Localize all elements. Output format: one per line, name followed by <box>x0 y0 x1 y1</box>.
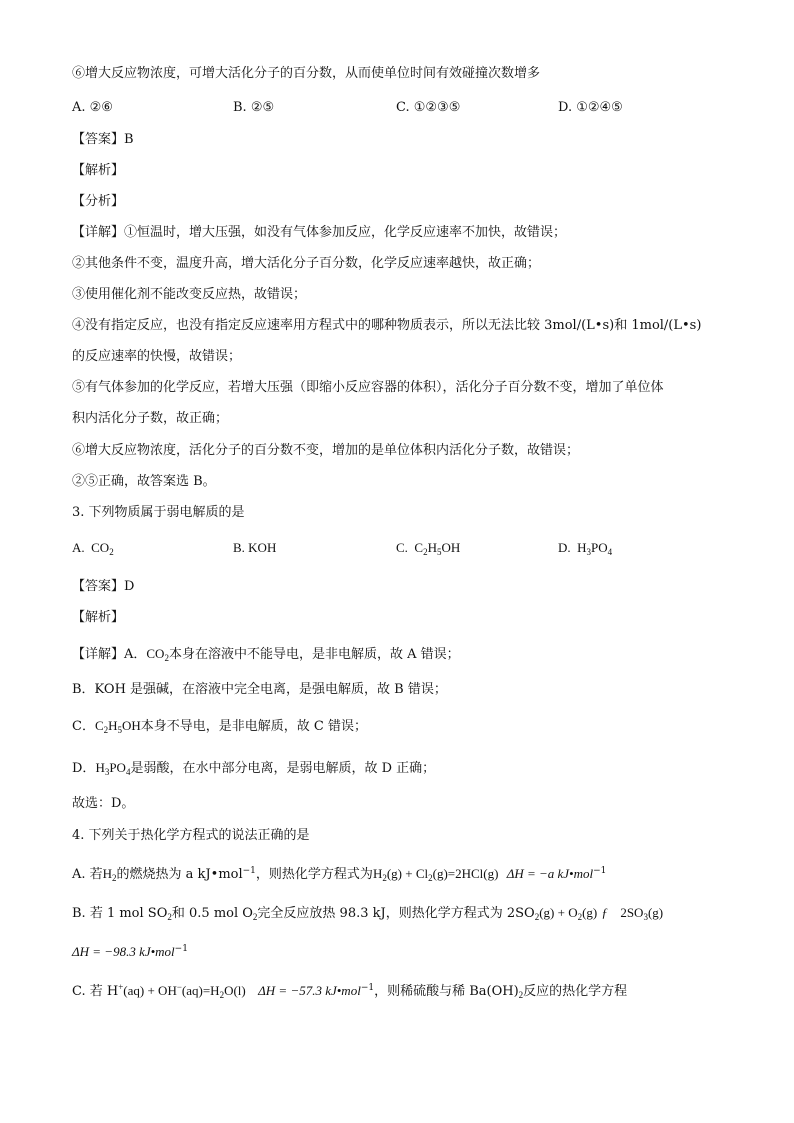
q2-fenxi-heading: 【分析】 <box>72 194 125 209</box>
q2-detail-line-1: 【详解】①恒温时，增大压强，如没有气体参加反应，化学反应速率不加快，故错误； <box>72 225 567 240</box>
q2-detail-line-7: 积内活化分子数，故正确； <box>72 411 229 426</box>
q2-option-a: A. ②⑥ <box>72 100 113 115</box>
q3-detail-d: D．$H_3PO_4$是弱酸，在水中部分电离，是弱电解质，故 D 正确； <box>72 760 436 777</box>
q4-option-b: B. 若 1 mol $SO_2$和 0.5 mol $O_2$完全反应放热 98.3 kJ，则热化学方程式为 $2SO_2(g) + O_2(g)$ ƒ $2SO_3(g)$ <box>72 905 664 922</box>
q3-option-a: A. $CO_2$ <box>72 540 114 557</box>
q4-option-b-enthalpy: ΔH = −98.3 kJ•mol$^{-1}$ <box>72 944 188 959</box>
q2-option-d: D. ①②④⑤ <box>558 100 623 115</box>
q3-option-d: D. $H_3PO_4$ <box>558 540 613 557</box>
q3-option-b: B. KOH <box>233 540 277 555</box>
q2-detail-line-9: ②⑤正确，故答案选 B。 <box>72 474 216 489</box>
q2-option-c: C. ①②③⑤ <box>396 100 461 115</box>
q3-question: 3. 下列物质属于弱电解质的是 <box>72 505 245 520</box>
q3-detail-c: C．$C_2H_5OH$本身不导电，是非电解质，故 C 错误； <box>72 718 368 735</box>
q2-detail-line-2: ②其他条件不变，温度升高，增大活化分子百分数，化学反应速率越快，故正确； <box>72 256 541 271</box>
q3-detail-a: 【详解】A．$CO_2$本身在溶液中不能导电，是非电解质，故 A 错误； <box>72 646 460 663</box>
q2-detail-line-3: ③使用催化剂不能改变反应热，故错误； <box>72 287 307 302</box>
q3-option-c: C. $C_2H_5OH$ <box>396 540 461 557</box>
q4-option-c: C. 若 $H^+(aq) + OH^-(aq)=H_2O(l)$ ΔH = −57.3 kJ•mol$^{-1}$，则稀硫酸与稀 $Ba(OH)_2$反应的热化学方程 <box>72 982 628 1000</box>
q2-option-b: B. ②⑤ <box>233 100 275 115</box>
q2-answer: 【答案】B <box>72 132 134 147</box>
q4-option-a: A. 若$H_2$的燃烧热为 a kJ•mol$^{-1}$，则热化学方程式为$H_2(g) + Cl_2(g)=2HCl(g) \Delta H = -a$ kJ•mol$^{-1}$ <box>72 866 607 883</box>
reversible-arrow-icon: ƒ <box>601 905 608 920</box>
q2-detail-line-6: ⑤有气体参加的化学反应，若增大压强（即缩小反应容器的体积），活化分子百分数不变，增加了单位体 <box>72 380 664 395</box>
q3-detail-b: B．KOH 是强碱，在溶液中完全电离，是强电解质，故 B 错误； <box>72 682 447 697</box>
q2-detail-line-5: 的反应速率的快慢，故错误； <box>72 349 242 364</box>
q3-conclusion: 故选：D。 <box>72 796 135 811</box>
q2-detail-line-4: ④没有指定反应，也没有指定反应速率用方程式中的哪种物质表示，所以无法比较 3mol/(L•s)和 1mol/(L•s) <box>72 318 702 333</box>
q2-analysis-heading: 【解析】 <box>72 163 125 178</box>
q4-question: 4. 下列关于热化学方程式的说法正确的是 <box>72 828 310 843</box>
q2-statement-6: ⑥增大反应物浓度，可增大活化分子的百分数，从而使单位时间有效碰撞次数增多 <box>72 66 541 81</box>
q3-answer: 【答案】D <box>72 579 135 594</box>
q2-detail-line-8: ⑥增大反应物浓度，活化分子的百分数不变，增加的是单位体积内活化分子数，故错误； <box>72 443 580 458</box>
q3-analysis-heading: 【解析】 <box>72 610 125 625</box>
